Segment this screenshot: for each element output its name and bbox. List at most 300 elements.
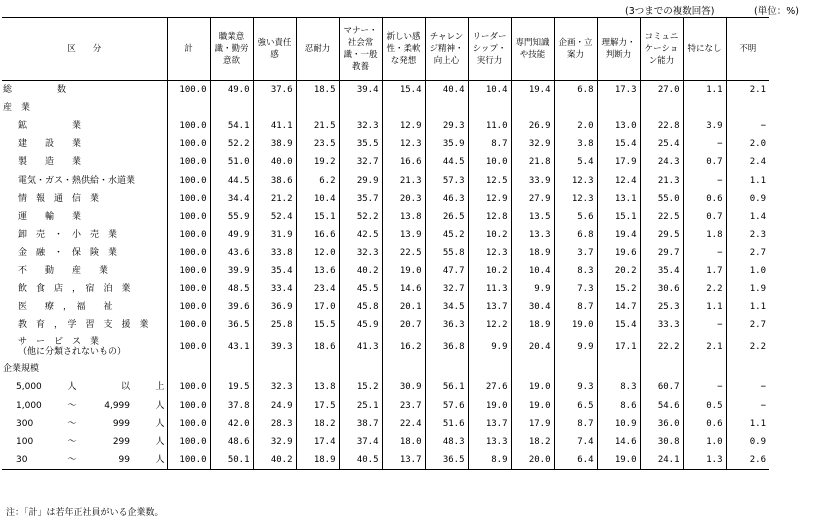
value-cell: 100.0 (167, 316, 210, 334)
value-cell: 18.6 (296, 334, 339, 360)
value-cell: 12.9 (468, 190, 511, 208)
value-cell (554, 360, 597, 378)
column-header: マナー・社会常識・一般教養 (339, 18, 382, 81)
row-label-part: 99 (118, 454, 130, 465)
value-cell: 22.5 (640, 208, 683, 226)
value-cell: 5.4 (554, 153, 597, 171)
value-cell: 38.7 (339, 415, 382, 433)
value-cell: 23.5 (296, 135, 339, 153)
value-cell (640, 360, 683, 378)
value-cell: 12.2 (468, 316, 511, 334)
value-cell: 2.0 (726, 135, 769, 153)
row-label-part: 4,999 (104, 400, 130, 411)
value-cell: 52.2 (339, 208, 382, 226)
column-header: 新しい感性・柔軟な発想 (382, 18, 425, 81)
value-cell: 35.4 (640, 262, 683, 280)
value-cell: 29.9 (339, 171, 382, 189)
row-label-part: 100 (16, 436, 34, 447)
value-cell: 25.4 (640, 135, 683, 153)
value-cell: 1.1 (726, 415, 769, 433)
value-cell: 6.5 (554, 397, 597, 415)
value-cell: 32.3 (339, 117, 382, 135)
row-label-part: 30 (16, 454, 28, 465)
column-header: リーダーシップ・実行力 (468, 18, 511, 81)
value-cell: 21.5 (296, 117, 339, 135)
value-cell: 2.7 (726, 244, 769, 262)
row-label-part: 鉱 業 (18, 121, 82, 132)
value-cell: 18.5 (296, 81, 339, 100)
value-cell: 56.1 (425, 378, 468, 396)
value-cell (468, 99, 511, 117)
value-cell: 10.4 (468, 81, 511, 100)
table-row (2, 99, 769, 117)
value-cell: 31.9 (253, 226, 296, 244)
row-label (2, 226, 167, 244)
value-cell: 25.3 (640, 298, 683, 316)
value-cell: 39.4 (339, 81, 382, 100)
value-cell: 13.0 (597, 117, 640, 135)
row-label-part: 人 (155, 454, 165, 465)
row-label-part: 〜 (67, 400, 77, 411)
value-cell: 3.8 (554, 135, 597, 153)
row-label (2, 208, 167, 226)
value-cell (253, 99, 296, 117)
value-cell (683, 360, 726, 378)
value-cell: 40.4 (425, 81, 468, 100)
value-cell: 30.4 (511, 298, 554, 316)
row-label-part: 情 報 通 信 業 (18, 193, 100, 204)
row-label-part: 不 動 産 業 (18, 265, 109, 276)
row-label-part: 建 設 業 (18, 139, 82, 150)
value-cell: 23.7 (382, 397, 425, 415)
row-label-part: サ ー ビ ス 業 (18, 337, 100, 348)
value-cell: − (726, 397, 769, 415)
value-cell: 20.0 (511, 451, 554, 470)
value-cell: 0.6 (683, 415, 726, 433)
value-cell: 22.4 (382, 415, 425, 433)
value-cell (597, 99, 640, 117)
value-cell (339, 360, 382, 378)
value-cell: 7.4 (554, 433, 597, 451)
column-header: 理解力・判断力 (597, 18, 640, 81)
value-cell: 26.5 (425, 208, 468, 226)
value-cell: 8.7 (554, 298, 597, 316)
value-cell: − (683, 244, 726, 262)
row-label-part: 医 療 ， 福 祉 (18, 302, 113, 313)
value-cell: 22.2 (640, 334, 683, 360)
value-cell: 100.0 (167, 334, 210, 360)
value-cell: 22.8 (640, 117, 683, 135)
row-label-part: 教 育 ， 学 習 支 援 業 (18, 320, 149, 331)
value-cell (511, 99, 554, 117)
column-header: 職業意識・勤労意欲 (210, 18, 253, 81)
value-cell: 17.9 (511, 415, 554, 433)
value-cell: 32.3 (339, 244, 382, 262)
row-label (2, 171, 167, 189)
data-table (2, 17, 769, 470)
value-cell: 3.9 (683, 117, 726, 135)
value-cell: 19.0 (554, 316, 597, 334)
value-cell: 52.4 (253, 208, 296, 226)
value-cell: 43.6 (210, 244, 253, 262)
value-cell: 12.8 (468, 208, 511, 226)
value-cell: 2.1 (726, 81, 769, 100)
value-cell: 19.5 (210, 378, 253, 396)
value-cell: 38.6 (253, 171, 296, 189)
row-label-part: （他に分類されないもの） (18, 347, 127, 358)
row-label-part: 1,000 (16, 400, 42, 411)
value-cell (425, 360, 468, 378)
value-cell (640, 99, 683, 117)
value-cell: 30.8 (640, 433, 683, 451)
value-cell: 20.1 (382, 298, 425, 316)
value-cell: 10.2 (468, 226, 511, 244)
value-cell: 19.4 (597, 226, 640, 244)
value-cell: 39.3 (253, 334, 296, 360)
value-cell: 1.0 (683, 433, 726, 451)
category-header: 区 分 (2, 18, 167, 81)
row-label (2, 415, 167, 433)
value-cell (296, 360, 339, 378)
value-cell: 0.9 (726, 190, 769, 208)
table-row (2, 226, 769, 244)
value-cell: 14.6 (597, 433, 640, 451)
value-cell: 16.6 (382, 153, 425, 171)
value-cell: 17.3 (597, 81, 640, 100)
value-cell: 10.4 (296, 190, 339, 208)
value-cell: 27.9 (511, 190, 554, 208)
value-cell: 36.5 (425, 451, 468, 470)
value-cell: 30.9 (382, 378, 425, 396)
row-label-part: 金 融 ・ 保 険 業 (18, 247, 118, 258)
row-label-part: 人 (67, 382, 77, 393)
value-cell: 20.7 (382, 316, 425, 334)
value-cell: 1.4 (726, 208, 769, 226)
value-cell: 1.0 (726, 262, 769, 280)
value-cell: 8.3 (554, 262, 597, 280)
value-cell: 2.4 (726, 153, 769, 171)
row-label (2, 360, 167, 378)
row-label (2, 117, 167, 135)
row-label-part: 999 (112, 418, 130, 429)
header-row (2, 18, 769, 81)
value-cell: 47.7 (425, 262, 468, 280)
value-cell: 35.7 (339, 190, 382, 208)
value-cell: 17.1 (597, 334, 640, 360)
row-label-part: 以 (120, 382, 130, 393)
value-cell: 45.2 (425, 226, 468, 244)
value-cell: − (726, 117, 769, 135)
value-cell: 8.7 (468, 135, 511, 153)
value-cell: 21.3 (382, 171, 425, 189)
value-cell: 100.0 (167, 397, 210, 415)
value-cell: 14.7 (597, 298, 640, 316)
value-cell: 13.3 (468, 433, 511, 451)
value-cell: 100.0 (167, 298, 210, 316)
column-header: 特になし (683, 18, 726, 81)
row-label-part: 300 (16, 418, 34, 429)
value-cell: 48.6 (210, 433, 253, 451)
row-label-part: 〜 (67, 436, 77, 447)
value-cell: 8.6 (597, 397, 640, 415)
table-row (2, 244, 769, 262)
value-cell: 13.1 (597, 190, 640, 208)
row-label (2, 280, 167, 298)
value-cell: 1.1 (726, 171, 769, 189)
value-cell: 18.2 (511, 433, 554, 451)
column-header: コミュニケーション能力 (640, 18, 683, 81)
row-label (2, 81, 167, 100)
value-cell: 100.0 (167, 244, 210, 262)
value-cell: 12.3 (382, 135, 425, 153)
value-cell: 15.5 (296, 316, 339, 334)
value-cell: 54.1 (210, 117, 253, 135)
value-cell: 29.3 (425, 117, 468, 135)
multi-answer-note: (3つまでの複数回答) (625, 6, 715, 17)
value-cell: 36.8 (425, 334, 468, 360)
value-cell: 22.5 (382, 244, 425, 262)
value-cell: 10.2 (468, 262, 511, 280)
value-cell: 42.5 (339, 226, 382, 244)
value-cell: 19.0 (511, 397, 554, 415)
value-cell: 6.8 (554, 81, 597, 100)
unit-note: (単位：%) (754, 6, 799, 17)
value-cell: 100.0 (167, 208, 210, 226)
row-label (2, 433, 167, 451)
column-header: 不明 (726, 18, 769, 81)
value-cell: 8.3 (597, 378, 640, 396)
value-cell: 12.4 (597, 171, 640, 189)
value-cell (597, 360, 640, 378)
value-cell: 32.9 (511, 135, 554, 153)
value-cell: 1.3 (683, 451, 726, 470)
table-row (2, 153, 769, 171)
value-cell: 16.6 (296, 226, 339, 244)
value-cell: 33.9 (511, 171, 554, 189)
value-cell: 46.3 (425, 190, 468, 208)
value-cell: 45.8 (339, 298, 382, 316)
value-cell: 24.1 (640, 451, 683, 470)
table-body (2, 81, 769, 470)
value-cell: 49.0 (210, 81, 253, 100)
value-cell: 44.5 (425, 153, 468, 171)
table-row (2, 378, 769, 396)
value-cell: 11.3 (468, 280, 511, 298)
value-cell: 100.0 (167, 280, 210, 298)
row-label (2, 451, 167, 470)
value-cell: 8.9 (468, 451, 511, 470)
value-cell: 1.7 (683, 262, 726, 280)
value-cell: 29.5 (640, 226, 683, 244)
value-cell: 13.3 (511, 226, 554, 244)
value-cell: 100.0 (167, 451, 210, 470)
value-cell: 6.4 (554, 451, 597, 470)
value-cell: 15.4 (597, 135, 640, 153)
value-cell: 18.2 (296, 415, 339, 433)
value-cell: 39.9 (210, 262, 253, 280)
table-row (2, 415, 769, 433)
value-cell: 40.0 (253, 153, 296, 171)
value-cell: 54.6 (640, 397, 683, 415)
value-cell: 28.3 (253, 415, 296, 433)
value-cell: − (683, 171, 726, 189)
value-cell: 6.2 (296, 171, 339, 189)
row-label (2, 316, 167, 334)
value-cell: 2.7 (726, 316, 769, 334)
value-cell: 0.7 (683, 153, 726, 171)
value-cell: 33.3 (640, 316, 683, 334)
row-label-part: 飲 食 店 ， 宿 泊 業 (18, 284, 131, 295)
value-cell: 2.3 (726, 226, 769, 244)
value-cell: 21.8 (511, 153, 554, 171)
value-cell: 37.4 (339, 433, 382, 451)
row-label (2, 378, 167, 396)
row-label-part: 卸 売 ・ 小 売 業 (18, 229, 118, 240)
value-cell: 1.8 (683, 226, 726, 244)
value-cell (382, 99, 425, 117)
value-cell: 15.1 (296, 208, 339, 226)
value-cell: 36.5 (210, 316, 253, 334)
value-cell: 15.2 (597, 280, 640, 298)
row-label (2, 334, 167, 360)
value-cell: 45.5 (339, 280, 382, 298)
value-cell: 44.5 (210, 171, 253, 189)
value-cell: 9.3 (554, 378, 597, 396)
table-row (2, 451, 769, 470)
value-cell: 100.0 (167, 153, 210, 171)
value-cell: 40.2 (253, 451, 296, 470)
value-cell: 6.8 (554, 226, 597, 244)
value-cell: 2.2 (726, 334, 769, 360)
value-cell: 10.4 (511, 262, 554, 280)
value-cell: 19.0 (468, 397, 511, 415)
table-row (2, 81, 769, 100)
table-row (2, 360, 769, 378)
value-cell: 9.9 (554, 334, 597, 360)
row-label (2, 298, 167, 316)
value-cell (726, 360, 769, 378)
table-row (2, 433, 769, 451)
value-cell: 25.1 (339, 397, 382, 415)
row-label (2, 244, 167, 262)
value-cell: 57.3 (425, 171, 468, 189)
value-cell: 7.3 (554, 280, 597, 298)
value-cell: 0.6 (683, 190, 726, 208)
value-cell: 52.2 (210, 135, 253, 153)
value-cell: 27.0 (640, 81, 683, 100)
table-row (2, 316, 769, 334)
value-cell: − (683, 135, 726, 153)
column-header: 忍耐力 (296, 18, 339, 81)
row-label (2, 99, 167, 117)
value-cell: 35.5 (339, 135, 382, 153)
value-cell: 12.9 (382, 117, 425, 135)
value-cell: 37.8 (210, 397, 253, 415)
row-label-part: 運 輸 業 (18, 211, 82, 222)
value-cell: 55.9 (210, 208, 253, 226)
value-cell: 33.8 (253, 244, 296, 262)
row-label-part: 製 造 業 (18, 157, 82, 168)
value-cell: 1.1 (726, 298, 769, 316)
row-label (2, 397, 167, 415)
value-cell (210, 360, 253, 378)
value-cell: 0.9 (726, 433, 769, 451)
value-cell (210, 99, 253, 117)
value-cell (296, 99, 339, 117)
value-cell: 26.9 (511, 117, 554, 135)
value-cell: 55.8 (425, 244, 468, 262)
value-cell: 100.0 (167, 415, 210, 433)
value-cell: 45.9 (339, 316, 382, 334)
value-cell: 48.5 (210, 280, 253, 298)
value-cell: 12.3 (554, 171, 597, 189)
value-cell: 0.7 (683, 208, 726, 226)
value-cell: 18.0 (382, 433, 425, 451)
value-cell: 36.0 (640, 415, 683, 433)
value-cell: 13.6 (296, 262, 339, 280)
row-label-part: 人 (155, 436, 165, 447)
value-cell: 11.0 (468, 117, 511, 135)
value-cell: 12.5 (468, 171, 511, 189)
value-cell: 16.2 (382, 334, 425, 360)
value-cell: 25.8 (253, 316, 296, 334)
value-cell: 100.0 (167, 378, 210, 396)
value-cell: 37.6 (253, 81, 296, 100)
value-cell: 13.5 (511, 208, 554, 226)
value-cell: 32.9 (253, 433, 296, 451)
value-cell: 39.6 (210, 298, 253, 316)
value-cell: 13.7 (382, 451, 425, 470)
value-cell (425, 99, 468, 117)
value-cell: 13.8 (296, 378, 339, 396)
row-label-part: 上 (155, 382, 165, 393)
value-cell (167, 99, 210, 117)
column-header: 強い責任感 (253, 18, 296, 81)
value-cell: 12.3 (554, 190, 597, 208)
value-cell: 51.6 (425, 415, 468, 433)
value-cell: 35.9 (425, 135, 468, 153)
value-cell: 19.0 (511, 378, 554, 396)
value-cell: 30.6 (640, 280, 683, 298)
table-row (2, 117, 769, 135)
value-cell: 13.7 (468, 415, 511, 433)
value-cell: 1.9 (726, 280, 769, 298)
value-cell: 12.0 (296, 244, 339, 262)
table-row (2, 135, 769, 153)
row-label-part: 人 (155, 418, 165, 429)
value-cell (554, 99, 597, 117)
value-cell (726, 99, 769, 117)
value-cell: 17.9 (597, 153, 640, 171)
value-cell: 18.9 (511, 244, 554, 262)
value-cell: 8.7 (554, 415, 597, 433)
value-cell: 15.4 (597, 316, 640, 334)
value-cell: 100.0 (167, 135, 210, 153)
value-cell: 17.4 (296, 433, 339, 451)
value-cell: 9.9 (468, 334, 511, 360)
table-row (2, 190, 769, 208)
table-row (2, 262, 769, 280)
row-label (2, 135, 167, 153)
value-cell: 2.6 (726, 451, 769, 470)
value-cell: 100.0 (167, 117, 210, 135)
value-cell: 100.0 (167, 226, 210, 244)
value-cell: 36.3 (425, 316, 468, 334)
row-label-part: 5,000 (16, 382, 42, 393)
value-cell (339, 99, 382, 117)
value-cell: 12.3 (468, 244, 511, 262)
table-row (2, 280, 769, 298)
